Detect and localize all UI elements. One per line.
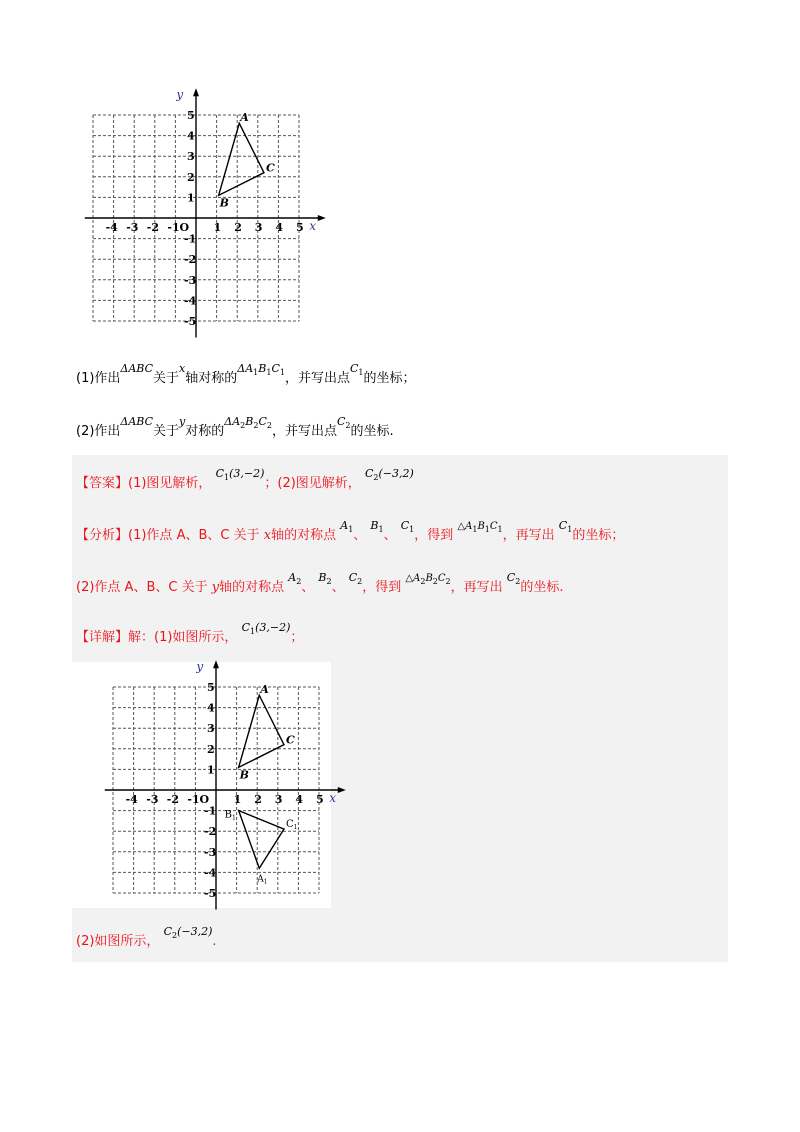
analysis-l2-pa: A2 xyxy=(288,571,302,586)
detail-end: ； xyxy=(290,630,304,645)
point-a-label: A xyxy=(260,683,269,697)
point-b-label: B xyxy=(239,768,249,782)
y-tick-label: 3 xyxy=(207,722,215,736)
q2-prefix: (2)作出 xyxy=(76,424,121,439)
x-tick-label: -4 xyxy=(125,793,138,806)
answer-part1: (1)图见解析， xyxy=(128,476,212,491)
q1-triangle: ΔABC xyxy=(120,362,154,375)
x-tick-label: O xyxy=(199,793,210,806)
y-tick-label: -5 xyxy=(204,887,217,900)
detail-text: 解：(1)如图所示， xyxy=(128,630,238,645)
analysis-l1-e: 的坐标； xyxy=(572,528,625,543)
q2-end: 的坐标. xyxy=(350,424,394,439)
y-tick-label: -3 xyxy=(184,273,197,287)
analysis-l2-d: ，再写出 xyxy=(450,580,503,595)
answer-line xyxy=(76,467,414,492)
x-axis-label: x xyxy=(329,791,337,805)
q1-triangle1: ΔA1B1C1 xyxy=(237,362,285,377)
analysis-l1-pb: B1 xyxy=(370,519,384,534)
point-b1-label: $B_1$ xyxy=(224,809,236,822)
analysis-l1-pt: C1 xyxy=(558,519,573,534)
coordinate-graph-1 xyxy=(82,87,332,338)
analysis-l1-pc: C1 xyxy=(400,519,415,534)
x-tick-label: 5 xyxy=(316,793,324,806)
coordinate-graph-2 xyxy=(72,659,337,908)
y-tick-label: 2 xyxy=(187,170,195,184)
analysis-l2-tri: △A2B2C2 xyxy=(405,573,451,586)
x-tick-label: 1 xyxy=(233,793,242,806)
y-axis-label: y xyxy=(196,659,204,674)
y-tick-label: 2 xyxy=(207,742,215,756)
analysis-l1-c: ，得到 xyxy=(414,528,454,543)
y-tick-label: 4 xyxy=(187,129,195,143)
q2-suffix: ，并写出点 xyxy=(271,424,337,439)
y-tick-label: 5 xyxy=(207,681,215,694)
x-tick-label: 3 xyxy=(254,221,263,234)
y-tick-label: -2 xyxy=(204,825,217,839)
x-tick-label: -4 xyxy=(105,221,118,234)
x-tick-label: 3 xyxy=(274,793,283,806)
q1-mid2: 轴对称的 xyxy=(185,371,238,386)
analysis-l2-a: (2)作点 A、B、C 关于 xyxy=(76,580,208,595)
x-tick-label: O xyxy=(179,221,190,234)
q2-mid: 关于 xyxy=(153,424,180,439)
x-tick-label: 5 xyxy=(296,221,304,234)
answer-c2: C2(−3,2) xyxy=(364,467,414,482)
question-2 xyxy=(76,415,394,440)
q1-axis: x xyxy=(179,362,186,375)
x-tick-label: -2 xyxy=(166,793,180,806)
detail-c1: C1(3,−2) xyxy=(241,621,291,636)
analysis-line-1: 【分析】(1)作点 A、B、C 关于 x轴的对称点 $^{A_1}$、 $^{B_1}$、 $^{C_1}$，得到 $^{\triangle A_1B_1C_1}$，再写出 $^{C_1}$的坐标； xyxy=(76,519,625,543)
answer-c1: C1(3,−2) xyxy=(215,467,265,482)
question-1 xyxy=(76,362,416,387)
y-tick-label: -3 xyxy=(204,845,217,859)
analysis-l2-b: 轴的对称点 xyxy=(219,580,285,595)
triangle-abc xyxy=(219,123,264,195)
q2-mid2: 对称的 xyxy=(185,424,225,439)
detail2-text: (2)如图所示， xyxy=(76,934,160,949)
x-tick-label: 1 xyxy=(213,221,222,234)
q1-prefix: (1)作出 xyxy=(76,371,121,386)
point-c-label: C xyxy=(285,733,295,747)
analysis-line-2: (2)作点 A、B、C 关于 y轴的对称点 $^{A_2}$、 $^{B_2}$、 $^{C_2}$，得到 $^{\triangle A_2B_2C_2}$，再写出 $^{C_2}$的坐标. xyxy=(76,571,564,595)
x-tick-label: 2 xyxy=(234,221,242,234)
analysis-l2-pc: C2 xyxy=(348,571,363,586)
analysis-label: 【分析】 xyxy=(76,528,129,543)
q2-point: C2 xyxy=(336,415,351,430)
y-tick-label: 4 xyxy=(207,701,215,715)
q2-triangle2: ΔA2B2C2 xyxy=(224,415,272,430)
x-tick-label: -3 xyxy=(126,221,139,234)
triangle-a1b1c1 xyxy=(239,811,284,869)
analysis-l2-c: ，得到 xyxy=(362,580,402,595)
analysis-l1-pa: A1 xyxy=(340,519,354,534)
x-tick-label: -2 xyxy=(146,221,160,234)
detail-label: 【详解】 xyxy=(76,630,129,645)
q1-suffix: ，并写出点 xyxy=(284,371,350,386)
x-tick-label: -1 xyxy=(167,221,180,234)
y-tick-label: 1 xyxy=(187,191,195,205)
analysis-l1-d: ，再写出 xyxy=(502,528,555,543)
x-tick-label: 4 xyxy=(275,221,284,234)
analysis-l1-axis: x xyxy=(263,528,272,543)
x-tick-label: 2 xyxy=(254,793,262,806)
answer-sep: ；(2)图见解析， xyxy=(264,476,361,491)
y-tick-label: -2 xyxy=(184,253,197,267)
y-axis-arrow xyxy=(213,660,219,668)
y-tick-label: 3 xyxy=(187,150,195,164)
q1-point: C1 xyxy=(349,362,364,377)
detail2-c2: C2(−3,2) xyxy=(163,925,213,940)
triangle-abc xyxy=(239,695,284,767)
analysis-l2-e: 的坐标. xyxy=(520,580,564,595)
analysis-l1-tri: △A1B1C1 xyxy=(457,521,503,534)
point-c-label: C xyxy=(265,161,275,175)
x-tick-label: -3 xyxy=(146,793,159,806)
x-axis-arrow xyxy=(318,215,326,221)
answer-label: 【答案】 xyxy=(76,476,129,491)
y-axis-label: y xyxy=(176,87,184,102)
y-tick-label: -4 xyxy=(184,294,197,308)
y-tick-label: -5 xyxy=(184,315,197,328)
y-tick-label: -1 xyxy=(184,232,197,246)
analysis-l2-pt: C2 xyxy=(506,571,521,586)
y-tick-label: -4 xyxy=(204,866,217,880)
q1-end: 的坐标； xyxy=(363,371,416,386)
analysis-l1-b: 轴的对称点 xyxy=(271,528,337,543)
point-c1-label: $C_1$ xyxy=(285,819,298,832)
q2-axis: y xyxy=(179,415,186,428)
q1-mid: 关于 xyxy=(153,371,180,386)
analysis-l2-pb: B2 xyxy=(318,571,332,586)
analysis-l2-axis: y xyxy=(211,580,220,595)
analysis-l1-a: (1)作点 A、B、C 关于 xyxy=(128,528,260,543)
detail-2-line xyxy=(76,925,217,950)
detail2-end: . xyxy=(212,934,217,949)
x-tick-label: -1 xyxy=(187,793,200,806)
x-tick-label: 4 xyxy=(295,793,304,806)
detail-line xyxy=(76,621,304,646)
point-a-label: A xyxy=(240,111,249,125)
q2-triangle: ΔABC xyxy=(120,415,154,428)
y-tick-label: -1 xyxy=(204,804,217,818)
y-tick-label: 5 xyxy=(187,109,195,122)
x-axis-label: x xyxy=(309,219,317,233)
point-a1-label: $A_1$ xyxy=(257,874,268,886)
y-tick-label: 1 xyxy=(207,763,215,777)
y-axis-arrow xyxy=(193,88,199,96)
point-b-label: B xyxy=(219,196,229,210)
